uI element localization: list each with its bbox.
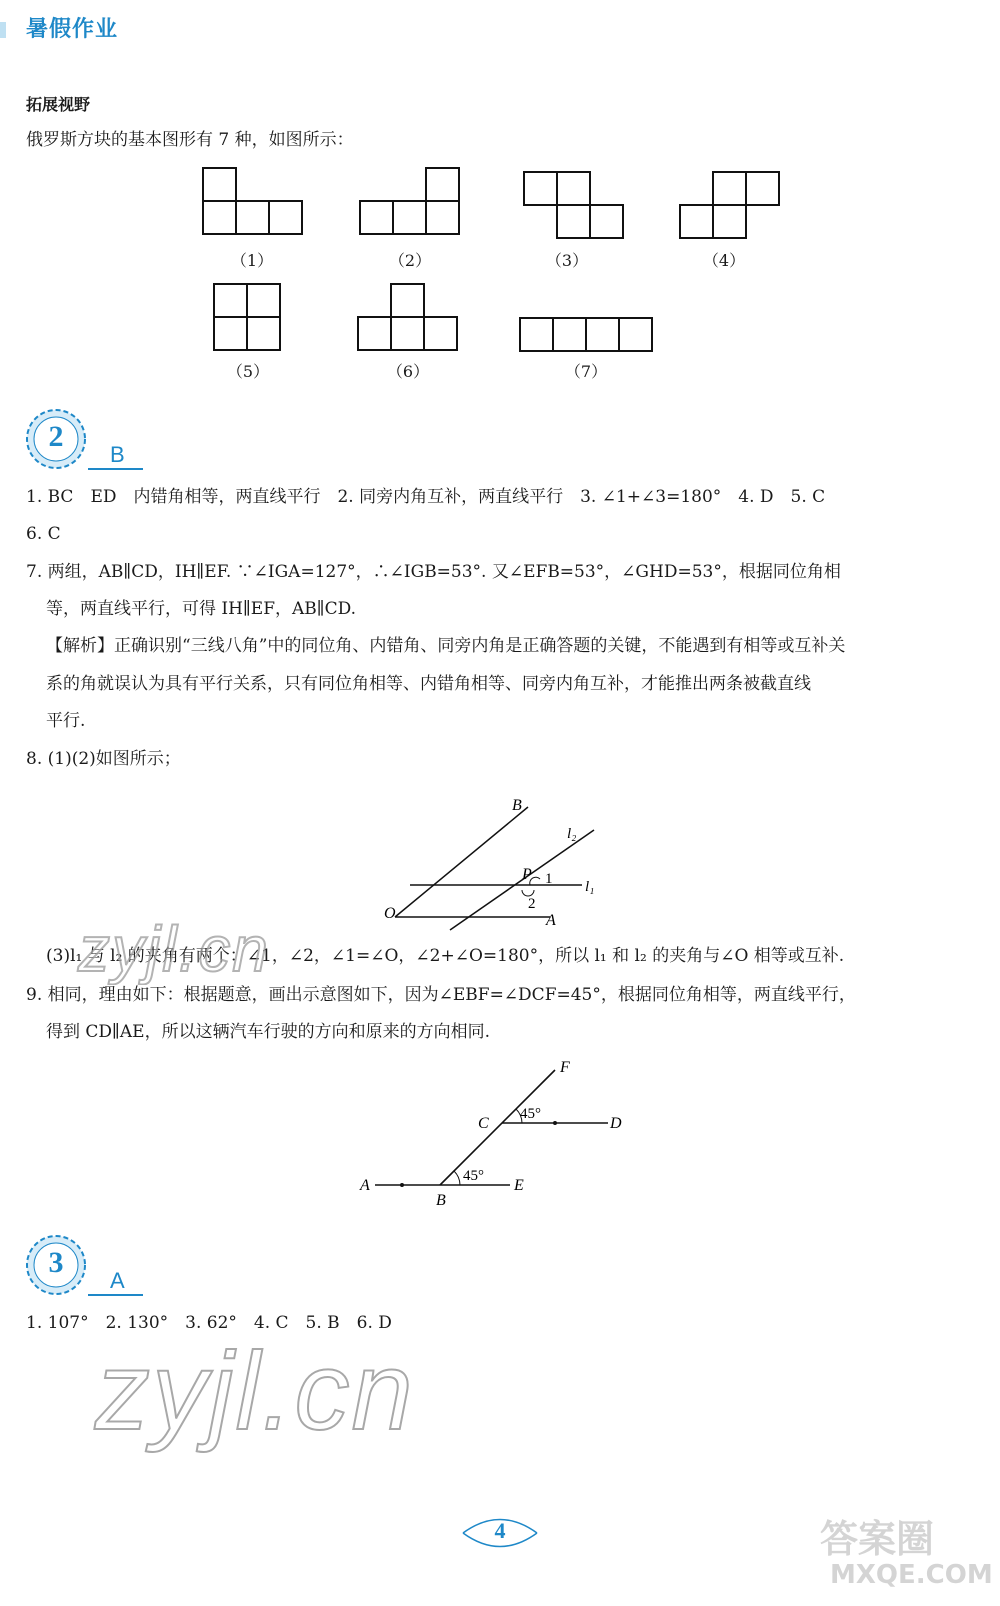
fig8-label-l1: l₁ [585,879,595,895]
section-number-2: 2 [48,420,64,453]
answer-line-9b: 得到 CD∥AE，所以这辆汽车行驶的方向和原来的方向相同. [46,1022,490,1042]
fig9-label-B: B [436,1192,446,1209]
section-letter-3: A [110,1268,125,1293]
watermark-corner-top: 答案圈 [820,1517,935,1561]
tetromino-1 [203,168,302,234]
fig8-label-2: 2 [528,896,536,912]
section-underline [88,1294,143,1296]
line-BF [440,1070,555,1185]
fig9-label-C: C [478,1115,489,1132]
page-number: 4 [494,1518,506,1543]
fig8-label-P: P [522,866,532,883]
fig9-angle-bottom: 45° [463,1168,484,1184]
fig9-label-F: F [560,1059,570,1076]
tetromino-3 [524,172,623,238]
figure-caption-3: （3） [545,251,589,270]
fig9-label-A: A [360,1177,370,1194]
section-letter-2: B [110,442,125,467]
answer-line-8-3: (3)l₁ 与 l₂ 的夹角有两个：∠1，∠2，∠1=∠O，∠2+∠O=180°，所以 l₁ 和 l₂ 的夹角与∠O 相等或互补. [46,946,845,966]
answer-line-7a: 7. 两组，AB∥CD，IH∥EF. ∵∠IGA=127°，∴∠IGB=53°. 又∠EFB=53°，∠GHD=53°，根据同位角相 [26,562,841,582]
tetromino-figures [0,0,1000,400]
fig9-angle-top: 45° [520,1106,541,1122]
fig9-label-D: D [610,1115,622,1132]
answer-line-1-5: 1. BC ED 内错角相等，两直线平行 2. 同旁内角互补，两直线平行 3. ∠1+∠3=180° 4. D 5. C [26,487,826,507]
fig8-label-O: O [384,905,396,922]
answer-line-6: 6. C [26,524,61,544]
page-header-title: 暑假作业 [26,17,119,42]
figure-caption-6: （6） [386,362,430,381]
fig8-label-B: B [512,797,522,814]
fig8-label-1: 1 [545,871,553,887]
answer-line-8: 8. (1)(2)如图所示； [26,749,181,769]
tetromino-6 [358,284,457,350]
analysis-line-1: 【解析】正确识别“三线八角”中的同位角、内错角、同旁内角是正确答题的关键，不能遇到有相等或互补关 [46,636,846,656]
line-OB [395,807,528,917]
answer-line-9a: 9. 相同，理由如下：根据题意，画出示意图如下，因为∠EBF=∠DCF=45°，根据同位角相等，两直线平行， [26,985,856,1005]
figure-caption-7: （7） [564,362,608,381]
watermark-small: zyjl.cn [78,913,270,985]
fig8-label-A: A [546,912,556,929]
figure-caption-5: （5） [226,362,270,381]
figure-caption-2: （2） [388,251,432,270]
section-number-3: 3 [48,1246,64,1279]
tetromino-2 [360,168,459,234]
fig9-label-E: E [514,1177,524,1194]
section-underline [88,468,143,470]
figure-caption-1: （1） [230,251,274,270]
figure-9-diagram [350,1055,650,1215]
tetromino-7 [520,318,652,351]
intro-text: 俄罗斯方块的基本图形有 7 种，如图所示： [26,130,354,150]
figure-8-diagram [370,790,630,940]
analysis-line-3: 平行. [46,711,86,731]
fig8-label-l2: l₂ [567,826,577,842]
tetromino-5 [214,284,280,350]
section-heading: 拓展视野 [26,95,91,114]
answer-line-7b: 等，两直线平行，可得 IH∥EF，AB∥CD. [46,599,357,619]
analysis-line-2: 系的角就误认为具有平行关系，只有同位角相等、内错角相等、同旁内角互补，才能推出两条被截直线 [46,674,811,694]
tetromino-4 [680,172,779,238]
watermark-big: zyjl.cn [95,1330,415,1453]
watermark-corner-bottom: MXQE.COM [830,1560,993,1590]
figure-caption-4: （4） [702,251,746,270]
answers-section-3: 1. 107° 2. 130° 3. 62° 4. C 5. B 6. D [26,1313,392,1333]
